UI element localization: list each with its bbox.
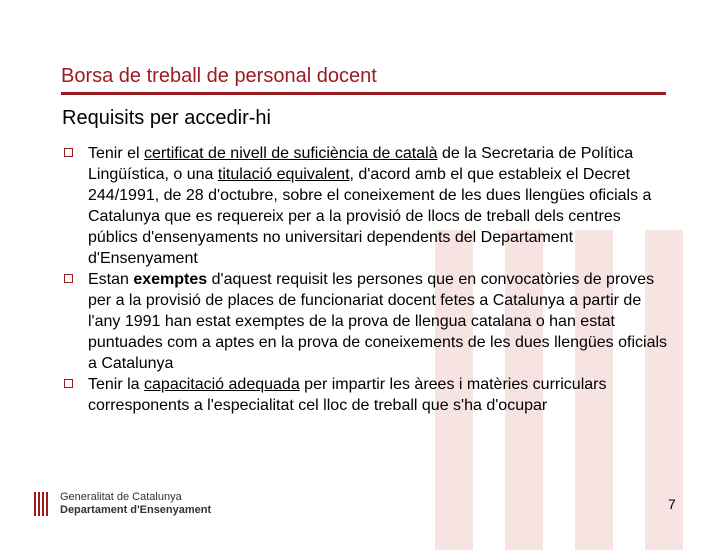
square-bullet-icon: [64, 274, 73, 283]
page-number: 7: [668, 496, 676, 512]
list-item: [60, 143, 670, 269]
bullet-text: Tenir el: [88, 145, 145, 162]
slide-title: Borsa de treball de personal docent: [61, 65, 377, 87]
bullet-text: Tenir la: [88, 376, 145, 393]
bullet-text: certificat de nivell de suficiència de català: [144, 145, 438, 162]
square-bullet-icon: [64, 148, 73, 157]
list-item: [60, 374, 670, 416]
org-name-line1: Generalitat de Catalunya: [60, 491, 182, 503]
bullet-text: capacitació adequada: [144, 376, 300, 393]
title-underline-rule: [61, 92, 666, 95]
generalitat-logo: [34, 491, 211, 517]
bullet-text: d'aquest requisit les persones que en convocatòries de proves per a la provisió de places de funcionariat docent fetes a Catalunya a partir de l'any 1991 han estat exemptes de la prova de llengua catalana o han estat puntuades com a aptes en la prova de coneixements de les dues llengües oficials a Catalunya: [88, 271, 668, 372]
bullet-text: de la Secretaria de Política Lingüística, o una: [88, 145, 634, 183]
requirements-list: [60, 143, 670, 416]
square-bullet-icon: [64, 379, 73, 388]
bullet-text: , d'acord amb el que estableix el Decret 244/1991, de 28 d'octubre, sobre el coneixement de les dues llengües oficials a Catalunya que es requereix per a la provisió de llocs de treball dels centres públics d'ensenyaments no universitari dependents del Departament d'Ensenyament: [88, 166, 652, 267]
bullet-text: exemptes: [133, 271, 208, 288]
senyera-logo-icon: [34, 492, 54, 516]
bullet-text: Estan: [88, 271, 134, 288]
org-name-line2: Departament d'Ensenyament: [60, 504, 212, 516]
slide-subtitle: Requisits per accedir-hi: [62, 107, 271, 129]
bullet-text: titulació equivalent: [217, 166, 350, 183]
bullet-text: per impartir les àrees i matèries curriculars corresponents a l'especialitat cel lloc de treball que s'ha d'ocupar: [88, 376, 607, 414]
list-item: [60, 269, 670, 374]
